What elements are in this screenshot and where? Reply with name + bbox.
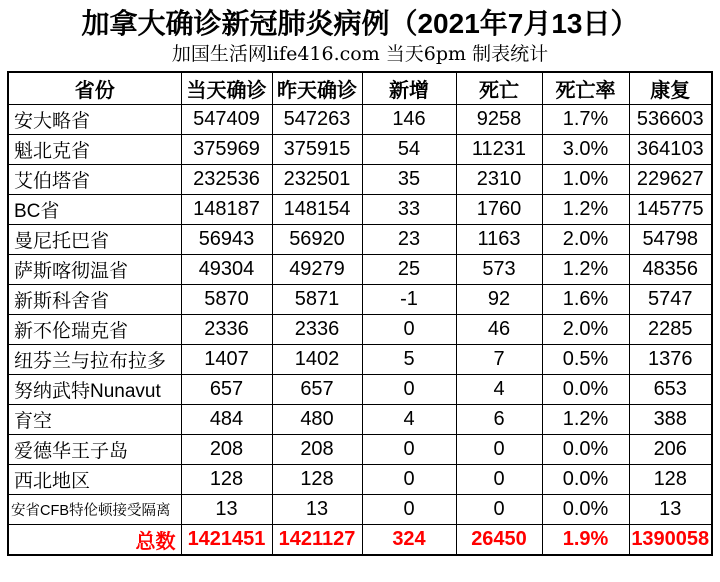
table-row: [8, 375, 712, 405]
recovered-cell: 54798: [629, 225, 712, 255]
total-today-confirmed: 1421451: [181, 525, 272, 556]
column-header-death-rate: 死亡率: [542, 72, 629, 105]
deaths-cell: 2310: [456, 165, 542, 195]
total-row: [8, 525, 712, 556]
province-cell: 安省CFB特伦顿接受隔离: [8, 495, 181, 525]
recovered-cell: 5747: [629, 285, 712, 315]
table-row: [8, 195, 712, 225]
new-cases-cell: 5: [362, 345, 456, 375]
deaths-cell: 9258: [456, 105, 542, 135]
total-death-rate: 1.9%: [542, 525, 629, 556]
recovered-cell: 48356: [629, 255, 712, 285]
today-confirmed-cell: 2336: [181, 315, 272, 345]
yesterday-confirmed-cell: 128: [272, 465, 362, 495]
deaths-cell: 1760: [456, 195, 542, 225]
table-row: [8, 255, 712, 285]
deaths-cell: 0: [456, 465, 542, 495]
table-header: [8, 72, 712, 105]
new-cases-cell: 35: [362, 165, 456, 195]
death-rate-cell: 3.0%: [542, 135, 629, 165]
today-confirmed-cell: 547409: [181, 105, 272, 135]
covid-statistics-table: [7, 71, 713, 556]
province-cell: 西北地区: [8, 465, 181, 495]
death-rate-cell: 0.0%: [542, 375, 629, 405]
deaths-cell: 0: [456, 495, 542, 525]
today-confirmed-cell: 1407: [181, 345, 272, 375]
today-confirmed-cell: 232536: [181, 165, 272, 195]
yesterday-confirmed-cell: 49279: [272, 255, 362, 285]
new-cases-cell: 0: [362, 375, 456, 405]
recovered-cell: 2285: [629, 315, 712, 345]
table-row: [8, 435, 712, 465]
header-row: [8, 72, 712, 105]
new-cases-cell: 146: [362, 105, 456, 135]
province-cell: 魁北克省: [8, 135, 181, 165]
death-rate-cell: 0.0%: [542, 435, 629, 465]
new-cases-cell: 0: [362, 495, 456, 525]
recovered-cell: 145775: [629, 195, 712, 225]
new-cases-cell: 0: [362, 465, 456, 495]
deaths-cell: 92: [456, 285, 542, 315]
today-confirmed-cell: 208: [181, 435, 272, 465]
new-cases-cell: 4: [362, 405, 456, 435]
today-confirmed-cell: 657: [181, 375, 272, 405]
total-deaths: 26450: [456, 525, 542, 556]
deaths-cell: 4: [456, 375, 542, 405]
province-cell: 新不伦瑞克省: [8, 315, 181, 345]
today-confirmed-cell: 49304: [181, 255, 272, 285]
new-cases-cell: 54: [362, 135, 456, 165]
column-header-today-confirmed: 当天确诊: [181, 72, 272, 105]
column-header-deaths: 死亡: [456, 72, 542, 105]
province-cell: 爱德华王子岛: [8, 435, 181, 465]
column-header-yesterday-confirmed: 昨天确诊: [272, 72, 362, 105]
province-cell: 安大略省: [8, 105, 181, 135]
recovered-cell: 364103: [629, 135, 712, 165]
today-confirmed-cell: 375969: [181, 135, 272, 165]
death-rate-cell: 1.0%: [542, 165, 629, 195]
yesterday-confirmed-cell: 1402: [272, 345, 362, 375]
recovered-cell: 536603: [629, 105, 712, 135]
death-rate-cell: 0.0%: [542, 465, 629, 495]
recovered-cell: 388: [629, 405, 712, 435]
total-yesterday-confirmed: 1421127: [272, 525, 362, 556]
table-row: [8, 105, 712, 135]
province-cell: 曼尼托巴省: [8, 225, 181, 255]
deaths-cell: 46: [456, 315, 542, 345]
today-confirmed-cell: 13: [181, 495, 272, 525]
province-cell: 育空: [8, 405, 181, 435]
death-rate-cell: 2.0%: [542, 315, 629, 345]
province-cell: 纽芬兰与拉布拉多: [8, 345, 181, 375]
table-row: [8, 315, 712, 345]
yesterday-confirmed-cell: 13: [272, 495, 362, 525]
new-cases-cell: 23: [362, 225, 456, 255]
province-cell: 艾伯塔省: [8, 165, 181, 195]
table-row: [8, 405, 712, 435]
recovered-cell: 653: [629, 375, 712, 405]
deaths-cell: 1163: [456, 225, 542, 255]
province-cell: 努纳武特Nunavut: [8, 375, 181, 405]
yesterday-confirmed-cell: 657: [272, 375, 362, 405]
column-header-province: 省份: [8, 72, 181, 105]
new-cases-cell: -1: [362, 285, 456, 315]
province-cell: 萨斯喀彻温省: [8, 255, 181, 285]
new-cases-cell: 25: [362, 255, 456, 285]
death-rate-cell: 1.2%: [542, 405, 629, 435]
table-row: [8, 285, 712, 315]
deaths-cell: 7: [456, 345, 542, 375]
yesterday-confirmed-cell: 2336: [272, 315, 362, 345]
deaths-cell: 0: [456, 435, 542, 465]
table-row: [8, 465, 712, 495]
total-new-cases: 324: [362, 525, 456, 556]
table-row: [8, 225, 712, 255]
yesterday-confirmed-cell: 232501: [272, 165, 362, 195]
new-cases-cell: 33: [362, 195, 456, 225]
death-rate-cell: 1.2%: [542, 255, 629, 285]
death-rate-cell: 1.6%: [542, 285, 629, 315]
yesterday-confirmed-cell: 208: [272, 435, 362, 465]
today-confirmed-cell: 128: [181, 465, 272, 495]
today-confirmed-cell: 5870: [181, 285, 272, 315]
recovered-cell: 13: [629, 495, 712, 525]
deaths-cell: 6: [456, 405, 542, 435]
yesterday-confirmed-cell: 56920: [272, 225, 362, 255]
death-rate-cell: 0.5%: [542, 345, 629, 375]
recovered-cell: 229627: [629, 165, 712, 195]
table-footer: [8, 525, 712, 556]
page-subtitle: 加国生活网life416.com 当天6pm 制表统计: [171, 43, 549, 65]
yesterday-confirmed-cell: 547263: [272, 105, 362, 135]
total-recovered: 1390058: [629, 525, 712, 556]
death-rate-cell: 1.2%: [542, 195, 629, 225]
today-confirmed-cell: 56943: [181, 225, 272, 255]
recovered-cell: 1376: [629, 345, 712, 375]
province-cell: BC省: [8, 195, 181, 225]
death-rate-cell: 1.7%: [542, 105, 629, 135]
recovered-cell: 128: [629, 465, 712, 495]
death-rate-cell: 2.0%: [542, 225, 629, 255]
recovered-cell: 206: [629, 435, 712, 465]
table-row: [8, 165, 712, 195]
yesterday-confirmed-cell: 375915: [272, 135, 362, 165]
page-title: 加拿大确诊新冠肺炎病例（2021年7月13日）: [81, 8, 639, 39]
today-confirmed-cell: 148187: [181, 195, 272, 225]
column-header-recovered: 康复: [629, 72, 712, 105]
new-cases-cell: 0: [362, 435, 456, 465]
deaths-cell: 11231: [456, 135, 542, 165]
province-cell: 新斯科舍省: [8, 285, 181, 315]
table-row: [8, 495, 712, 525]
yesterday-confirmed-cell: 480: [272, 405, 362, 435]
table-row: [8, 135, 712, 165]
yesterday-confirmed-cell: 148154: [272, 195, 362, 225]
total-label: 总数: [8, 525, 181, 556]
deaths-cell: 573: [456, 255, 542, 285]
table-row: [8, 345, 712, 375]
table-body: [8, 105, 712, 525]
yesterday-confirmed-cell: 5871: [272, 285, 362, 315]
today-confirmed-cell: 484: [181, 405, 272, 435]
new-cases-cell: 0: [362, 315, 456, 345]
death-rate-cell: 0.0%: [542, 495, 629, 525]
column-header-new-cases: 新增: [362, 72, 456, 105]
